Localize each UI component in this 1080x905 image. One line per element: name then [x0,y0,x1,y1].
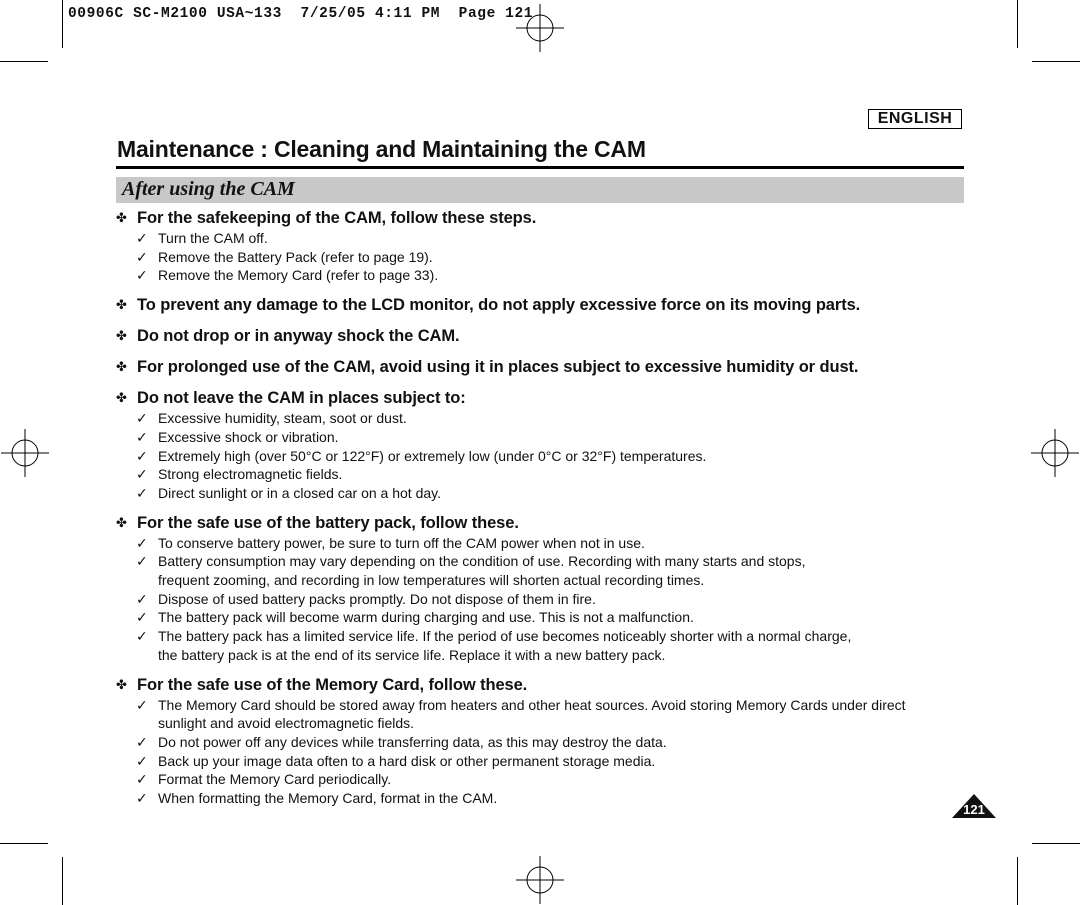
instruction-group [116,356,966,378]
checkmark-icon: ✓ [136,553,148,570]
section-title: After using the CAM [122,178,295,200]
instruction-group [116,207,966,285]
group-heading [116,294,966,316]
check-list [116,409,966,503]
instruction-group [116,674,966,808]
list-item-text: The Memory Card should be stored away from heaters and other heat sources. Avoid storing Memory Cards under direct sunlight and avoid electromagnetic fields. [158,696,906,732]
list-item [116,484,966,503]
language-tab: ENGLISH [868,109,962,129]
list-item-text: Strong electromagnetic fields. [158,466,343,483]
check-list [116,696,966,808]
list-item [116,248,966,267]
checkmark-icon: ✓ [136,428,148,445]
cross-bullet-icon: ✤ [116,390,127,406]
list-item-text: Remove the Battery Pack (refer to page 19). [158,248,433,265]
list-item-text: Excessive humidity, steam, soot or dust. [158,410,407,427]
group-heading [116,356,966,378]
checkmark-icon: ✓ [136,466,148,483]
checkmark-icon: ✓ [136,628,148,645]
group-heading-text: For prolonged use of the CAM, avoid using it in places subject to excessive humidity or dust. [137,358,859,377]
list-item-text: Back up your image data often to a hard disk or other permanent storage media. [158,752,656,769]
cross-bullet-icon: ✤ [116,328,127,344]
list-item-text: Remove the Memory Card (refer to page 33). [158,267,439,284]
checkmark-icon: ✓ [136,267,148,284]
list-item [116,534,966,553]
group-heading [116,387,966,409]
list-item [116,447,966,466]
cross-bullet-icon: ✤ [116,297,127,313]
group-heading [116,325,966,347]
checkmark-icon: ✓ [136,410,148,427]
crop-mark-top-right-v [1017,0,1018,48]
list-item-text: Extremely high (over 50°C or 122°F) or extremely low (under 0°C or 32°F) temperatures. [158,447,707,464]
list-item-text: Format the Memory Card periodically. [158,771,392,788]
check-list [116,229,966,285]
crop-mark-bottom-right-v [1017,857,1018,905]
page-number: 121 [963,802,985,817]
crop-mark-top-left-v [62,0,63,48]
list-item-text: The battery pack has a limited service life. If the period of use becomes noticeably shorter with a normal charge, the battery pack is at the end of its service life. Replace it with a new battery pack. [158,628,852,663]
cross-bullet-icon: ✤ [116,359,127,375]
list-item [116,696,966,733]
checkmark-icon: ✓ [136,752,148,769]
checkmark-icon: ✓ [136,447,148,464]
list-item-text: The battery pack will become warm during charging and use. This is not a malfunction. [158,609,694,626]
cross-bullet-icon: ✤ [116,514,127,530]
section-header [116,177,964,203]
checkmark-icon: ✓ [136,534,148,551]
crop-mark-bottom-left-v [62,857,63,905]
list-item-text: Turn the CAM off. [158,230,268,246]
page-title: Maintenance : Cleaning and Maintaining the CAM [117,136,646,162]
list-item [116,590,966,609]
list-item [116,789,966,808]
instruction-group [116,294,966,316]
group-heading-text: Do not drop or in anyway shock the CAM. [137,327,460,346]
content-body [116,207,966,817]
list-item [116,627,966,664]
crop-mark-top-left-h [0,61,48,62]
title-underline [116,166,964,169]
cross-bullet-icon: ✤ [116,210,127,225]
checkmark-icon: ✓ [136,230,148,246]
checkmark-icon: ✓ [136,609,148,626]
list-item [116,608,966,627]
list-item [116,428,966,447]
group-heading-text: To prevent any damage to the LCD monitor, do not apply excessive force on its moving parts. [137,296,861,315]
checkmark-icon: ✓ [136,248,148,265]
list-item [116,752,966,771]
page-number-badge [952,794,996,818]
cross-bullet-icon: ✤ [116,676,127,692]
list-item-text: Dispose of used battery packs promptly. Do not dispose of them in fire. [158,590,596,607]
check-list [116,534,966,665]
list-item-text: When formatting the Memory Card, format in the CAM. [158,790,498,807]
crop-mark-bottom-right-h [1032,843,1080,844]
checkmark-icon: ✓ [136,733,148,750]
list-item-text: Excessive shock or vibration. [158,428,339,445]
list-item [116,770,966,789]
list-item-text: Battery consumption may vary depending on the condition of use. Recording with many starts and stops, frequent zooming, and recording in low temperatures will shorten actual recording times. [158,553,806,589]
group-heading [116,674,966,696]
crop-mark-top-right-h [1032,61,1080,62]
group-heading-text: Do not leave the CAM in places subject to: [137,389,466,408]
printer-slug: 00906C SC-M2100 USA~133 7/25/05 4:11 PM Page 121 [68,6,534,22]
list-item [116,552,966,589]
crop-mark-bottom-left-h [0,843,48,844]
group-heading [116,512,966,534]
list-item [116,465,966,484]
list-item [116,266,966,285]
list-item [116,409,966,428]
group-heading [116,207,966,229]
list-item-text: Direct sunlight or in a closed car on a hot day. [158,484,442,501]
list-item-text: To conserve battery power, be sure to turn off the CAM power when not in use. [158,534,645,551]
instruction-group [116,512,966,665]
checkmark-icon: ✓ [136,771,148,788]
group-heading-text: For the safe use of the battery pack, follow these. [137,513,519,532]
checkmark-icon: ✓ [136,590,148,607]
checkmark-icon: ✓ [136,696,148,713]
instruction-group [116,325,966,347]
checkmark-icon: ✓ [136,790,148,807]
registration-mark-right [1031,429,1079,477]
group-heading-text: For the safekeeping of the CAM, follow these steps. [137,209,537,227]
list-item [116,733,966,752]
list-item [116,229,966,248]
checkmark-icon: ✓ [136,484,148,501]
list-item-text: Do not power off any devices while transferring data, as this may destroy the data. [158,733,667,750]
instruction-group [116,387,966,503]
registration-mark-bottom [516,856,564,904]
group-heading-text: For the safe use of the Memory Card, follow these. [137,675,528,694]
registration-mark-left [1,429,49,477]
